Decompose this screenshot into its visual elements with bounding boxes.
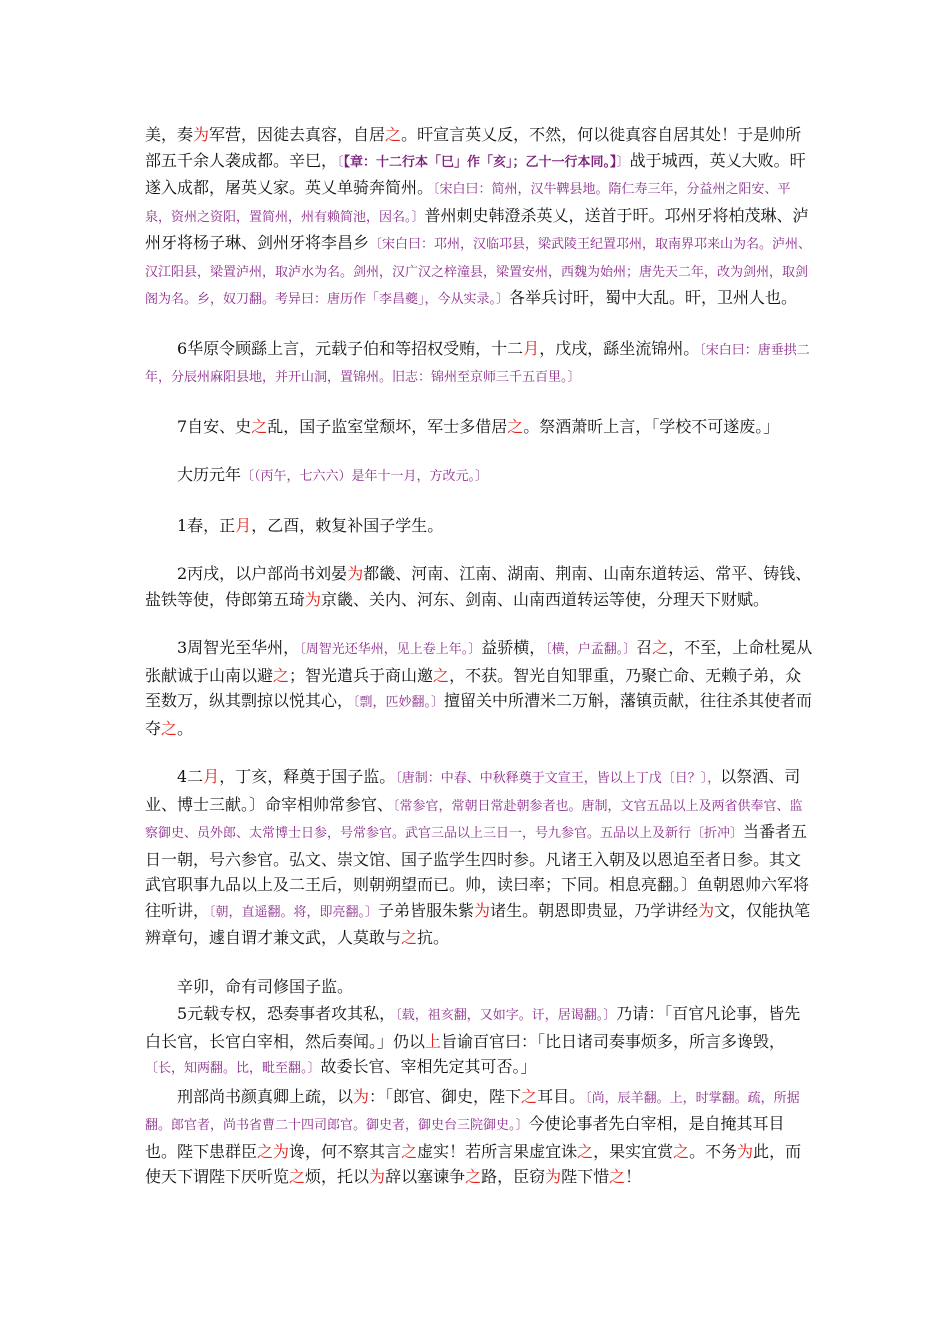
highlight-char: 之: [521, 1086, 538, 1106]
highlight-char: 之: [401, 928, 418, 947]
body-text: 。祭酒萧昕上言，「学校不可遂废。」: [523, 416, 780, 436]
highlight-char: 为: [737, 1141, 754, 1161]
highlight-char: 为: [369, 1167, 386, 1186]
paragraph-5: [145, 561, 815, 612]
body-text: 益骄横，: [481, 638, 546, 657]
highlight-char: 之: [652, 638, 669, 657]
body-text: 辛卯，命有司修国子监。: [177, 976, 354, 996]
body-text: 故委长官、宰相先定其可否。」: [320, 1057, 537, 1076]
body-text: 陛下惜: [561, 1167, 610, 1186]
body-text: 。旰宣言英乂反，不然，何以徙真容自居其处！于是帅所部五千余人袭成都。辛巳，: [145, 125, 802, 170]
body-text: 谗，何不察其言: [289, 1141, 402, 1161]
body-text: 5元载专权，恐奏事者攻其私，: [177, 1004, 396, 1023]
body-text: ，不获。智光自知罪重，乃聚亡命、无赖子弟，众至数万，纵其剽掠以悦其心，: [145, 665, 802, 710]
body-text: 普州刺史韩澄杀英乂，送首于旰。邛州牙将柏茂琳、泸州牙将杨子琳、剑州牙将李昌乡: [145, 205, 809, 252]
body-text: 。不务: [689, 1141, 738, 1161]
highlight-char: 之: [257, 1141, 274, 1161]
body-text: 大历元年: [177, 465, 242, 484]
highlight-char: 之: [161, 718, 178, 738]
body-text: 旨谕百官曰：「比日诸司奏事烦多，所言多谗毁，: [441, 1031, 786, 1051]
highlight-char: 为: [545, 1167, 562, 1186]
body-text: ！: [625, 1167, 642, 1186]
annotation-note: 〔横，户孟翻。〕: [545, 642, 637, 657]
highlight-char: 为: [305, 589, 322, 609]
body-text: 美，奏: [145, 125, 194, 144]
body-text: 都畿、河南、江南、湖南、荆南、山南东道转运、常平、铸钱、盐铁等使，侍郎第五琦: [145, 564, 812, 609]
highlight-char: 为: [347, 564, 364, 583]
annotation-note: 〕: [616, 154, 630, 170]
body-text: ：「郎官、御史，陛下: [369, 1086, 522, 1106]
body-text: 以祭酒、司业、博士三献。〕命宰相帅常参官、: [145, 767, 801, 814]
body-text: 抗。: [417, 928, 450, 947]
body-text: ，乙酉，敕复补国子学生。: [251, 515, 444, 535]
annotation-note: 〔载，祖亥翻，又如字。讦，居谒翻。〕: [395, 1008, 617, 1023]
highlight-char: 之: [507, 416, 524, 436]
highlight-char: 上: [425, 1031, 442, 1051]
body-text: ，果实宜赏: [593, 1141, 674, 1161]
highlight-char: 之: [289, 1167, 306, 1186]
annotation-note: 〔朝，直遥翻。将，即亮翻。〕: [209, 904, 379, 920]
body-text: 辞以塞谏争: [385, 1167, 466, 1186]
paragraph-0: [145, 122, 815, 313]
highlight-char: 为: [474, 900, 491, 920]
document-body: [145, 122, 815, 1213]
paragraph-4: [145, 513, 815, 539]
paragraph-10: [145, 1084, 815, 1190]
annotation-collation: 【章：十二行本「巳」作「亥」；乙十一行本同。】: [343, 154, 617, 170]
body-text: 召: [636, 638, 653, 657]
body-text: 2丙戌，以户部尚书刘晏: [177, 564, 348, 583]
annotation-note: 〔宋白曰：简州，汉牛鞞县地。隋仁寿三年，分益州之阳安、平泉，资州之资阳，置简州，州有赖简池，因名。〕: [145, 182, 791, 225]
annotation-note: 〔常参官，常朝日常赴朝参者也。唐制，文官五品以上及两省供奉官、监察御史、员外郎、太常博士日参，号常参官。武官三品以上三日一，号九参官。五品以上及新行〔折冲〕: [145, 798, 803, 841]
paragraph-1: [145, 336, 815, 391]
paragraph-2: [145, 414, 815, 440]
body-text: 乃请：「百官凡论事，皆先白长官，长官白宰相，然后奏闻。」仍以: [145, 1004, 801, 1051]
body-text: ，丁亥，释奠于国子监。: [219, 767, 396, 786]
paragraph-6: [145, 635, 815, 741]
highlight-char: 月: [235, 515, 252, 535]
annotation-note: 〔剽，匹妙翻。〕: [353, 695, 445, 710]
annotation-note: 〔宋白曰：唐垂拱二年，分辰州麻阳县地，并开山洞，置锦州。旧志：锦州至京师三千五百里。〕: [145, 342, 810, 385]
body-text: ，不至，上命杜冕从张献诚于山南以避: [145, 638, 813, 685]
body-text: 3周智光至华州，: [177, 638, 300, 657]
body-text: 6华原令顾繇上言，元载子伯和等招权受贿，十二: [177, 338, 524, 358]
annotation-note: 〔周智光还华州，见上卷上年。〕: [299, 642, 482, 657]
body-text: 当番者五日一朝，号六参官。弘文、崇文馆、国子监学生四时参。凡诸王入朝及以恩追至者日参。其文武官职事九品以上及二王后，则朝朔望而已。帅，读曰率；下同。相息亮翻。〕鱼朝恩帅六军将往听讲，: [145, 822, 810, 920]
highlight-char: 之: [433, 665, 450, 685]
body-text: ，戊戌，繇坐流锦州。: [539, 338, 700, 358]
annotation-note: 〔（丙午，七六六）是年十一月，方改元。〕: [241, 469, 489, 484]
body-text: ；智光遣兵于商山邀: [289, 665, 434, 685]
body-text: 战于城西，英乂大败。旰遂入成都，屠英乂家。英乂单骑奔简州。: [145, 150, 806, 197]
annotation-note: 〔: [337, 154, 344, 170]
body-text: 刑部尚书颜真卿上疏，以: [177, 1086, 354, 1106]
paragraph-3: [145, 462, 815, 490]
body-text: 。: [177, 718, 194, 738]
body-text: 军营，因徙去真容，自居: [209, 125, 386, 144]
body-text: 此，而使天下谓陛下厌听览: [145, 1141, 802, 1186]
highlight-char: 为: [273, 1141, 290, 1161]
paragraph-9: [145, 1001, 815, 1082]
paragraph-7: [145, 764, 815, 951]
body-text: 京畿、关内、河东、剑南、山南西道转运等使，分理天下财赋。: [321, 589, 770, 609]
highlight-char: 之: [673, 1141, 690, 1161]
annotation-note: 〔宋白曰：邛州，汉临邛县，梁武陵王纪置邛州，取南界邛来山为名。泸州、汉江阳县，梁置泸州，取泸水为名。剑州，汉广汉之梓潼县，梁置安州，西魏为始州；唐先天二年，改为剑州，取剑阁为名。乡，奴刀翻。考异曰：唐历作「李昌夔」，今从实录。〕: [145, 237, 812, 307]
body-text: 1春，正: [177, 515, 236, 535]
highlight-char: 为: [698, 900, 715, 920]
body-text: 耳目。: [537, 1086, 586, 1106]
highlight-char: 之: [465, 1167, 482, 1186]
body-text: 诸生。朝恩即贵显，乃学讲经: [490, 900, 699, 920]
highlight-char: 为: [193, 125, 210, 144]
body-text: 7自安、史: [177, 416, 252, 436]
highlight-char: 月: [523, 338, 540, 358]
highlight-char: 之: [273, 665, 290, 685]
body-text: 乱，国子监室堂颓坏，军士多借居: [267, 416, 508, 436]
annotation-note: 〔尚，辰羊翻。上，时掌翻。疏，所据翻。郎官者，尚书省曹二十四司郎官。御史者，御史台三院御史。〕: [145, 1090, 800, 1133]
body-text: 今使论事者先白宰相，是自掩其耳目也。陛下患群臣: [145, 1114, 785, 1161]
body-text: 烦，托以: [305, 1167, 370, 1186]
annotation-note: 〔唐制：中春、中秋释奠于文宣王，皆以上丁戊〔日？〕，: [395, 771, 721, 786]
highlight-char: 之: [609, 1167, 626, 1186]
highlight-char: 之: [251, 416, 268, 436]
body-text: 各举兵讨旰，蜀中大乱。旰，卫州人也。: [509, 288, 798, 307]
highlight-char: 之: [401, 1141, 418, 1161]
body-text: 路，臣窃: [481, 1167, 546, 1186]
annotation-note: 〔长，知两翻。比，毗至翻。〕: [145, 1061, 321, 1076]
highlight-char: 之: [385, 125, 402, 144]
paragraph-8: [145, 974, 815, 1000]
highlight-char: 为: [353, 1086, 370, 1106]
body-text: 擅留关中所漕米二万斛，藩镇贡献，往往杀其使者而夺: [145, 691, 813, 738]
body-text: 虚实！若所言果虚宜诛: [417, 1141, 578, 1161]
body-text: 4二: [177, 767, 204, 786]
body-text: 文，仅能执笔辨章句，遽自谓才兼文武，人莫敢与: [145, 900, 811, 947]
highlight-char: 之: [577, 1141, 594, 1161]
highlight-char: 月: [203, 767, 220, 786]
body-text: 子弟皆服朱紫: [378, 900, 475, 920]
